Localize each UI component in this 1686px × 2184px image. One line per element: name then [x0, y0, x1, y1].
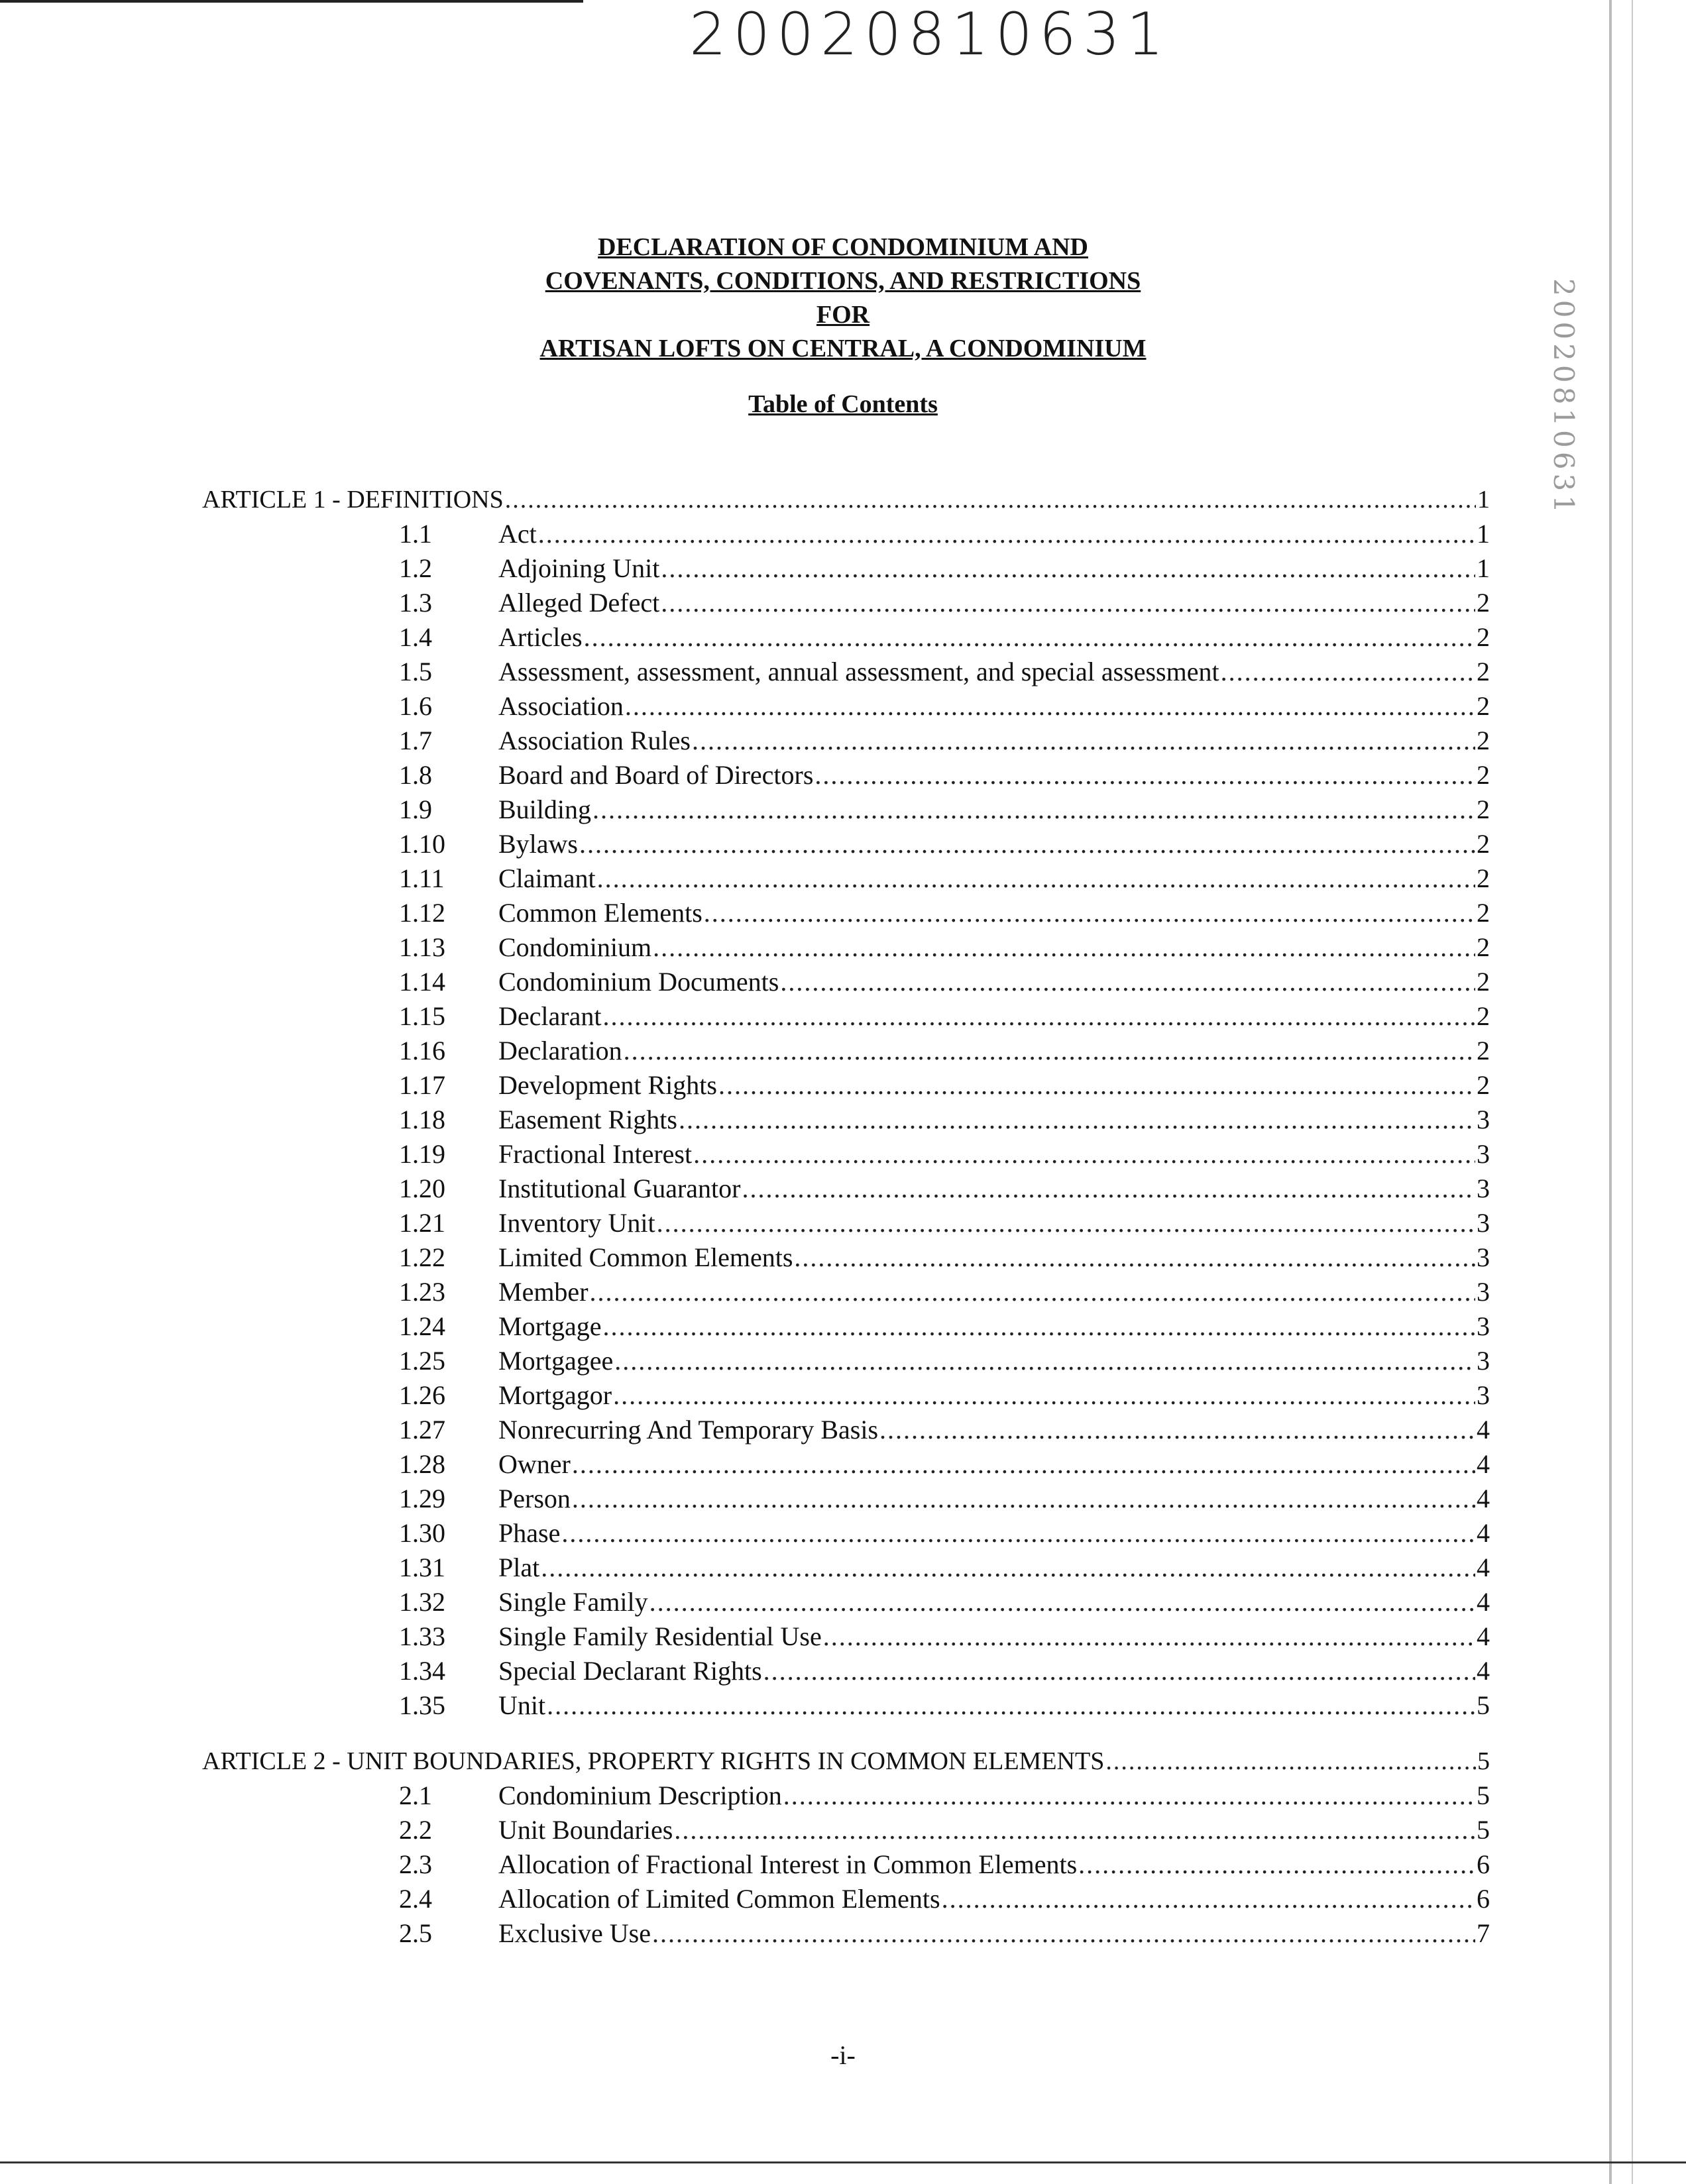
- toc-section-row: [399, 620, 1490, 655]
- toc-section-label: Mortgage: [498, 1311, 602, 1341]
- toc-section-row: [399, 655, 1490, 689]
- toc-section-row: [399, 827, 1490, 861]
- toc-section-number: 1.15: [399, 1001, 445, 1031]
- toc-section-page: 2: [1477, 588, 1490, 618]
- toc-section-page: 2: [1477, 657, 1490, 686]
- toc-section-row: [399, 1275, 1490, 1309]
- toc-section-label: Institutional Guarantor: [498, 1174, 741, 1203]
- toc-section-label: Phase: [498, 1518, 561, 1548]
- toc-section-label: Common Elements: [498, 898, 702, 928]
- toc-section-label: Board and Board of Directors: [498, 760, 814, 790]
- toc-section-number: 1.18: [399, 1105, 445, 1134]
- toc-article-1: [202, 482, 1490, 517]
- toc-section-number: 1.20: [399, 1174, 445, 1203]
- dot-leader: [590, 1275, 1475, 1309]
- toc-section-number: 2.2: [399, 1815, 432, 1845]
- dot-leader: [661, 551, 1475, 586]
- toc-section-page: 3: [1477, 1346, 1490, 1376]
- toc-section-page: 3: [1477, 1208, 1490, 1238]
- dot-leader: [624, 1034, 1475, 1068]
- toc-section-page: 4: [1477, 1484, 1490, 1513]
- toc-section-page: 4: [1477, 1518, 1490, 1548]
- dot-leader: [653, 930, 1475, 965]
- toc-section-number: 1.22: [399, 1242, 445, 1272]
- toc-section-number: 1.26: [399, 1380, 445, 1410]
- toc-section-label: Unit Boundaries: [498, 1815, 673, 1845]
- toc-section-label: Fractional Interest: [498, 1139, 693, 1169]
- toc-section-number: 1.10: [399, 829, 445, 859]
- dot-leader: [763, 1654, 1475, 1688]
- dot-leader: [579, 827, 1475, 861]
- toc-section-label: Claimant: [498, 863, 596, 893]
- toc-section-page: 2: [1477, 863, 1490, 893]
- dot-leader: [794, 1240, 1475, 1275]
- toc-section-page: 3: [1477, 1105, 1490, 1134]
- toc-section-row: [399, 1378, 1490, 1413]
- toc-section-label: Plat: [498, 1553, 540, 1582]
- toc-section-page: 4: [1477, 1553, 1490, 1582]
- toc-section-number: 1.6: [399, 691, 432, 721]
- toc-section-page: 2: [1477, 726, 1490, 755]
- toc-section-page: 2: [1477, 691, 1490, 721]
- toc-section-label: Limited Common Elements: [498, 1242, 793, 1272]
- dot-leader: [942, 1882, 1475, 1916]
- toc-section-row: [399, 1551, 1490, 1585]
- toc-section-row: [399, 1882, 1490, 1916]
- toc-section-label: Adjoining Unit: [498, 553, 660, 583]
- dot-leader: [780, 965, 1475, 999]
- toc-section-row: [399, 1688, 1490, 1723]
- toc-section-page: 4: [1477, 1449, 1490, 1479]
- dot-leader: [652, 1916, 1475, 1951]
- toc-section-label: Allocation of Fractional Interest in Common Elements: [498, 1849, 1078, 1879]
- toc-section-row: [399, 1034, 1490, 1068]
- title-line-3: FOR: [816, 301, 870, 329]
- toc-section-label: Condominium Documents: [498, 967, 779, 997]
- toc-section-row: [399, 1068, 1490, 1103]
- toc-article-page: 5: [1477, 1747, 1490, 1775]
- toc-section-label: Exclusive Use: [498, 1918, 651, 1948]
- toc-section-number: 1.5: [399, 657, 432, 686]
- dot-leader: [505, 482, 1476, 517]
- dot-leader: [614, 1344, 1475, 1378]
- toc-section-number: 1.2: [399, 553, 432, 583]
- toc-section-row: [399, 1172, 1490, 1206]
- toc-section-number: 1.24: [399, 1311, 445, 1341]
- toc-section-page: 2: [1477, 898, 1490, 928]
- toc-section-row: [399, 1206, 1490, 1240]
- toc-section-number: 1.23: [399, 1277, 445, 1307]
- toc-section-number: 1.34: [399, 1656, 445, 1686]
- dot-leader: [674, 1813, 1475, 1847]
- toc-section-number: 1.11: [399, 863, 445, 893]
- dot-leader: [572, 1447, 1475, 1482]
- toc-article-page: 1: [1477, 486, 1490, 514]
- toc-article-2: [202, 1744, 1490, 1778]
- toc-section-label: Single Family: [498, 1587, 648, 1617]
- dot-leader: [823, 1619, 1475, 1654]
- toc-section-page: 1: [1477, 553, 1490, 583]
- toc-section-number: 1.28: [399, 1449, 445, 1479]
- toc-section-number: 1.33: [399, 1621, 445, 1651]
- dot-leader: [538, 517, 1475, 551]
- toc-section-label: Inventory Unit: [498, 1208, 655, 1238]
- toc-section-number: 1.35: [399, 1690, 445, 1720]
- toc-section-number: 1.9: [399, 794, 432, 824]
- toc-section-page: 3: [1477, 1380, 1490, 1410]
- dot-leader: [1221, 655, 1475, 689]
- toc-section-number: 1.1: [399, 519, 432, 549]
- toc-section-label: Member: [498, 1277, 589, 1307]
- toc-section-label: Association: [498, 691, 624, 721]
- title-line-1: DECLARATION OF CONDOMINIUM AND: [598, 233, 1088, 261]
- toc-section-number: 2.5: [399, 1918, 432, 1948]
- toc-section-label: Nonrecurring And Temporary Basis: [498, 1415, 879, 1445]
- toc-section-label: Declaration: [498, 1036, 622, 1065]
- toc-section-number: 1.12: [399, 898, 445, 928]
- toc-section-row: [399, 1137, 1490, 1172]
- toc-section-row: [399, 1619, 1490, 1654]
- toc-section-number: 1.30: [399, 1518, 445, 1548]
- toc-section-page: 2: [1477, 829, 1490, 859]
- toc-section-page: 2: [1477, 794, 1490, 824]
- dot-leader: [561, 1516, 1475, 1551]
- toc-section-label: Allocation of Limited Common Elements: [498, 1884, 940, 1914]
- toc-section-row: [399, 792, 1490, 827]
- toc-section-row: [399, 1654, 1490, 1688]
- toc-section-label: Special Declarant Rights: [498, 1656, 762, 1686]
- toc-section-row: [399, 586, 1490, 620]
- toc-section-page: 2: [1477, 622, 1490, 652]
- toc-section-row: [399, 999, 1490, 1034]
- title-line-2: COVENANTS, CONDITIONS, AND RESTRICTIONS: [545, 267, 1141, 295]
- toc-section-row: [399, 930, 1490, 965]
- toc-section-row: [399, 1447, 1490, 1482]
- toc-section-label: Single Family Residential Use: [498, 1621, 822, 1651]
- dot-leader: [613, 1378, 1475, 1413]
- toc-section-number: 1.27: [399, 1415, 445, 1445]
- toc-section-label: Alleged Defect: [498, 588, 660, 618]
- toc-section-number: 1.14: [399, 967, 445, 997]
- toc-section-label: Condominium: [498, 932, 652, 962]
- toc-article-label: ARTICLE 2 - UNIT BOUNDARIES, PROPERTY RIGHTS IN COMMON ELEMENTS: [202, 1747, 1105, 1775]
- dot-leader: [783, 1778, 1475, 1813]
- toc-section-number: 1.25: [399, 1346, 445, 1376]
- toc-section-label: Assessment, assessment, annual assessment, and special assessment: [498, 657, 1219, 686]
- dot-leader: [597, 861, 1475, 896]
- toc-section-page: 4: [1477, 1656, 1490, 1686]
- toc-section-label: Declarant: [498, 1001, 602, 1031]
- toc-section-row: [399, 689, 1490, 724]
- toc-section-number: 1.31: [399, 1553, 445, 1582]
- toc-section-page: 2: [1477, 967, 1490, 997]
- title-line-4: ARTISAN LOFTS ON CENTRAL, A CONDOMINIUM: [539, 335, 1147, 362]
- toc-section-row: [399, 861, 1490, 896]
- dot-leader: [1078, 1847, 1475, 1882]
- toc-section-row: [399, 517, 1490, 551]
- dot-leader: [815, 758, 1475, 792]
- toc-section-label: Association Rules: [498, 726, 691, 755]
- toc-section-page: 3: [1477, 1139, 1490, 1169]
- toc-section-page: 4: [1477, 1415, 1490, 1445]
- dot-leader: [572, 1482, 1475, 1516]
- toc-section-page: 5: [1477, 1815, 1490, 1845]
- toc-section-row: [399, 1482, 1490, 1516]
- toc-section-row: [399, 1240, 1490, 1275]
- dot-leader: [541, 1551, 1475, 1585]
- toc-section-number: 1.8: [399, 760, 432, 790]
- toc-section-label: Unit: [498, 1690, 546, 1720]
- toc-section-row: [399, 1778, 1490, 1813]
- toc-section-row: [399, 724, 1490, 758]
- toc-section-label: Articles: [498, 622, 583, 652]
- toc-section-number: 1.32: [399, 1587, 445, 1617]
- toc-section-page: 3: [1477, 1311, 1490, 1341]
- dot-leader: [603, 1309, 1475, 1344]
- dot-leader: [879, 1413, 1475, 1447]
- toc-section-number: 2.3: [399, 1849, 432, 1879]
- toc-section-page: 2: [1477, 760, 1490, 790]
- toc-section-label: Mortgagor: [498, 1380, 612, 1410]
- side-recording-stamp: 20020810631: [1547, 278, 1580, 517]
- toc-section-number: 1.17: [399, 1070, 445, 1100]
- toc-section-label: Building: [498, 794, 592, 824]
- toc-section-row: [399, 1585, 1490, 1619]
- toc-section-page: 7: [1477, 1918, 1490, 1948]
- toc-section-row: [399, 1344, 1490, 1378]
- dot-leader: [649, 1585, 1475, 1619]
- toc-section-row: [399, 758, 1490, 792]
- toc-section-page: 3: [1477, 1242, 1490, 1272]
- recording-number-stamp: 20020810631: [689, 0, 1170, 68]
- toc-section-page: 4: [1477, 1587, 1490, 1617]
- toc-section-number: 1.19: [399, 1139, 445, 1169]
- dot-leader: [704, 896, 1475, 930]
- dot-leader: [692, 724, 1475, 758]
- dot-leader: [584, 620, 1475, 655]
- toc-section-row: [399, 1309, 1490, 1344]
- dot-leader: [661, 586, 1475, 620]
- toc-section-label: Owner: [498, 1449, 571, 1479]
- toc-section-label: Mortgagee: [498, 1346, 614, 1376]
- toc-section-number: 2.1: [399, 1780, 432, 1810]
- toc-article-label: ARTICLE 1 - DEFINITIONS: [202, 486, 504, 514]
- dot-leader: [592, 792, 1475, 827]
- toc-section-page: 2: [1477, 1036, 1490, 1065]
- toc-section-page: 4: [1477, 1621, 1490, 1651]
- toc-section-page: 6: [1477, 1849, 1490, 1879]
- toc-section-label: Bylaws: [498, 829, 578, 859]
- toc-section-number: 1.16: [399, 1036, 445, 1065]
- toc-section-label: Development Rights: [498, 1070, 717, 1100]
- toc-section-page: 2: [1477, 1070, 1490, 1100]
- dot-leader: [625, 689, 1475, 724]
- toc-section-label: Person: [498, 1484, 571, 1513]
- toc-section-number: 1.3: [399, 588, 432, 618]
- toc-section-page: 2: [1477, 932, 1490, 962]
- page-number: -i-: [830, 2040, 856, 2070]
- dot-leader: [679, 1103, 1475, 1137]
- dot-leader: [742, 1172, 1475, 1206]
- dot-leader: [602, 999, 1475, 1034]
- toc-section-row: [399, 1847, 1490, 1882]
- toc-section-page: 1: [1477, 519, 1490, 549]
- toc-section-row: [399, 896, 1490, 930]
- toc-section-label: Condominium Description: [498, 1780, 782, 1810]
- dot-leader: [547, 1688, 1475, 1723]
- toc-section-row: [399, 965, 1490, 999]
- toc-section-page: 5: [1477, 1690, 1490, 1720]
- toc-section-number: 2.4: [399, 1884, 432, 1914]
- toc-section-label: Act: [498, 519, 537, 549]
- toc-section-page: 3: [1477, 1174, 1490, 1203]
- toc-section-row: [399, 1813, 1490, 1847]
- toc-section-page: 3: [1477, 1277, 1490, 1307]
- toc-section-number: 1.29: [399, 1484, 445, 1513]
- toc-section-label: Easement Rights: [498, 1105, 677, 1134]
- toc-section-row: [399, 1916, 1490, 1951]
- toc-section-row: [399, 1516, 1490, 1551]
- toc-section-number: 1.4: [399, 622, 432, 652]
- toc-section-number: 1.7: [399, 726, 432, 755]
- toc-section-row: [399, 551, 1490, 586]
- dot-leader: [1105, 1744, 1476, 1778]
- toc-heading: Table of Contents: [748, 390, 938, 418]
- toc-section-row: [399, 1413, 1490, 1447]
- toc-section-page: 5: [1477, 1780, 1490, 1810]
- dot-leader: [693, 1137, 1475, 1172]
- toc-section-page: 2: [1477, 1001, 1490, 1031]
- toc-section-number: 1.13: [399, 932, 445, 962]
- toc-section-row: [399, 1103, 1490, 1137]
- dot-leader: [718, 1068, 1475, 1103]
- dot-leader: [657, 1206, 1475, 1240]
- toc-section-page: 6: [1477, 1884, 1490, 1914]
- toc-section-number: 1.21: [399, 1208, 445, 1238]
